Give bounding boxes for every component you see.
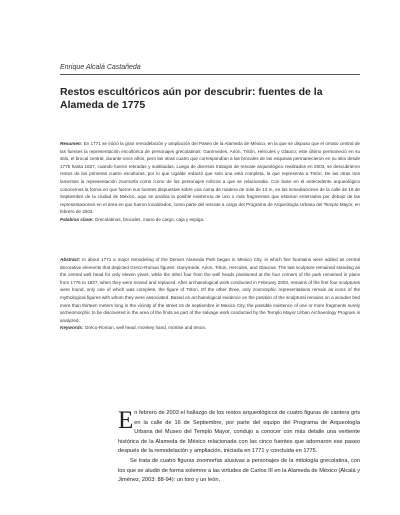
body-paragraph-2: Se trata de cuatro figuras zoomorfas alusivas a personajes de la mitología grecolatina, con los que se aludió de forma solemne a las virtudes de Carlos III en la Alameda de México (Alcalá y Jiménez, 2003: 88-94): un toro y un león,	[118, 457, 360, 484]
palabras-clave-label: Palabras clave:	[60, 216, 94, 222]
palabras-clave-text: Grecolatinos, brocales, mano de cargo, caja y espiga.	[93, 216, 205, 222]
resumen-text: En 1771 se inició la gran remodelación y ampliación del Paseo de la Alameda de México, en la que se dispuso que el ornato central de las fuentes la representación escultórica de personajes grecolatinos: Ganímedes, Arión, Tritón, Hércules y Glauco; este último permaneció en su sitio, el brocal central, durante once años, pero las otras cuatro que correspondían a las brocales de las esquinas permanecieron en su sitio desde 1775 hasta 1827, cuando fueron retiradas y sustituidas. Luego de diversos trabajos de rescate arqueológico realizados en 2003, se descubrieron restos de las primeras cuatro esculturas, por lo que Ugalde redactó que solo una está completa, la que representa a Tritón. De las otras tres lamentos la representación zoomorfa como ícono de los personajes míticos a que se relacionaba. Con base en el antecedente arqueológico conocemos la forma en que fueron sus fuentes dispuestas sobre una cama de madera de más de 13 m, en las inmediaciones de la calle de 16 de Septiembre de la ciudad de México, aquí se analiza la posible existencia de uno o más fragmentos que estarían enterrados por debajo de las representaciones en el área en que fueron localizados, como parte del rescate a cargo del Programa de Arqueología Urbana del Templo Mayor, en febrero de 2003.	[60, 141, 360, 215]
body-paragraph-1-text: n febrero de 2003 el hallazgo de los restos arqueológicos de cuatro figuras de cantera gris en la calle de 16 de Septiembre, por parte del equipo del Programa de Arqueología Urbana del Museo del Templo Mayor, condujo a conocer con más detalle una vertiente histórica de la Alameda de México relacionada con las cinco fuentes que adornaron ese paseo después de la remodelación y ampliación, iniciada en 1771 y concluida en 1775.	[118, 410, 360, 455]
article-title: Restos escultóricos aún por descubrir: fuentes de la Alameda de 1775	[60, 86, 323, 111]
body-paragraph-1	[118, 409, 360, 457]
resumen-block	[60, 140, 360, 224]
keywords-text: Greco-Roman, well head, monkey hand, mortise and tenon.	[83, 325, 207, 331]
abstract-block	[60, 256, 360, 332]
drop-cap: E	[118, 407, 134, 434]
author-name: Enrique Alcalá Castañeda	[60, 64, 141, 71]
abstract-label: Abstract:	[60, 257, 81, 262]
article-body	[118, 409, 360, 486]
abstract-text: In about 1771 a major remodeling of the Denver Alameda Park began in Mexico City, in which five fountains were added as central decorative elements that depicted Greco-Roman figures: Ganymede, Arion, Triton, Hercules, and Glaucus. The last sculpture remained standing as the central well head for only eleven years, while the other four from the well heads positioned at the four corners of the park remained in place from 1775 to 1827, when they were moved and replaced. After archaeological work conducted in February 2003, remains of the first four sculptures were found, only one of which was complete, the figure of Triton. Of the other three, only zoomorphic representations remain as icons of the mythological figures with whom they were associated. Based on archaeological evidence on the position of the sculptural remains on a wooden bed more than thirteen meters long in the vicinity of the street 16 de septiembre in Mexico City, the possible existence of one or more fragments surely archeomorphic to be discovered in the area of the finds as part of the salvage work conducted by the Templo Mayor Urban Archaeology Program is analyzed.	[60, 257, 360, 323]
keywords-label: Keywords:	[60, 325, 84, 331]
header-divider	[60, 74, 360, 75]
resumen-label: Resumen:	[60, 141, 83, 146]
